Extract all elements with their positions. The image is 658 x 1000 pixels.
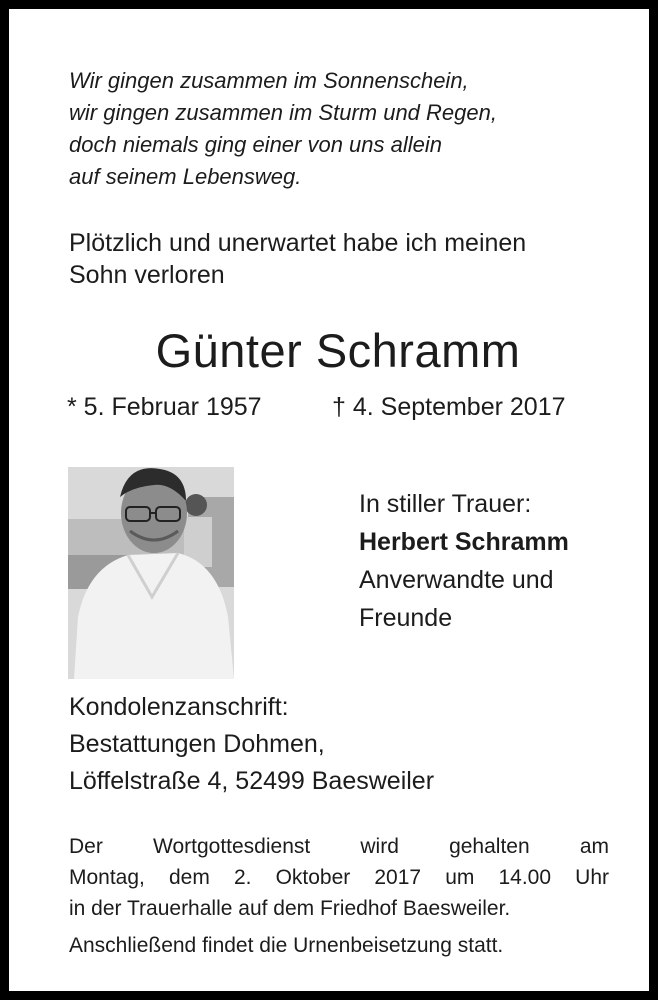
poem-line: auf seinem Lebensweg. (69, 164, 302, 189)
other-mourners-line: Freunde (359, 604, 453, 632)
service-notice (69, 831, 609, 961)
poem-line: Wir gingen zusammen im Sonnenschein, (69, 68, 469, 93)
address-line: Kondolenzanschrift: (69, 693, 289, 721)
intro-line: Sohn verloren (69, 261, 225, 289)
address-line: Bestattungen Dohmen, (69, 730, 325, 758)
service-line: Montag, dem 2. Oktober 2017 um 14.00 Uhr (69, 866, 609, 889)
burial-note: Anschließend findet die Urnenbeisetzung statt. (69, 934, 504, 957)
mourners-block (359, 485, 569, 637)
principal-mourner: Herbert Schramm (359, 528, 569, 556)
intro-line: Plötzlich und unerwartet habe ich meinen (69, 229, 527, 257)
mourners-heading: In stiller Trauer: (359, 490, 532, 518)
death-date: † 4. September 2017 (332, 393, 566, 421)
condolence-address (69, 689, 434, 800)
address-line: Löffelstraße 4, 52499 Baesweiler (69, 767, 435, 795)
birth-date: * 5. Februar 1957 (67, 393, 262, 421)
announcement-intro (69, 227, 526, 291)
memorial-poem (69, 65, 589, 193)
service-line: Der Wortgottesdienst wird gehalten am (69, 835, 609, 858)
portrait-photo (68, 467, 234, 679)
service-line: in der Trauerhalle auf dem Friedhof Baesweiler. (69, 897, 511, 920)
deceased-name: Günter Schramm (155, 324, 521, 377)
poem-line: wir gingen zusammen im Sturm und Regen, (69, 100, 497, 125)
other-mourners-line: Anverwandte und (359, 566, 554, 594)
poem-line: doch niemals ging einer von uns allein (69, 132, 443, 157)
